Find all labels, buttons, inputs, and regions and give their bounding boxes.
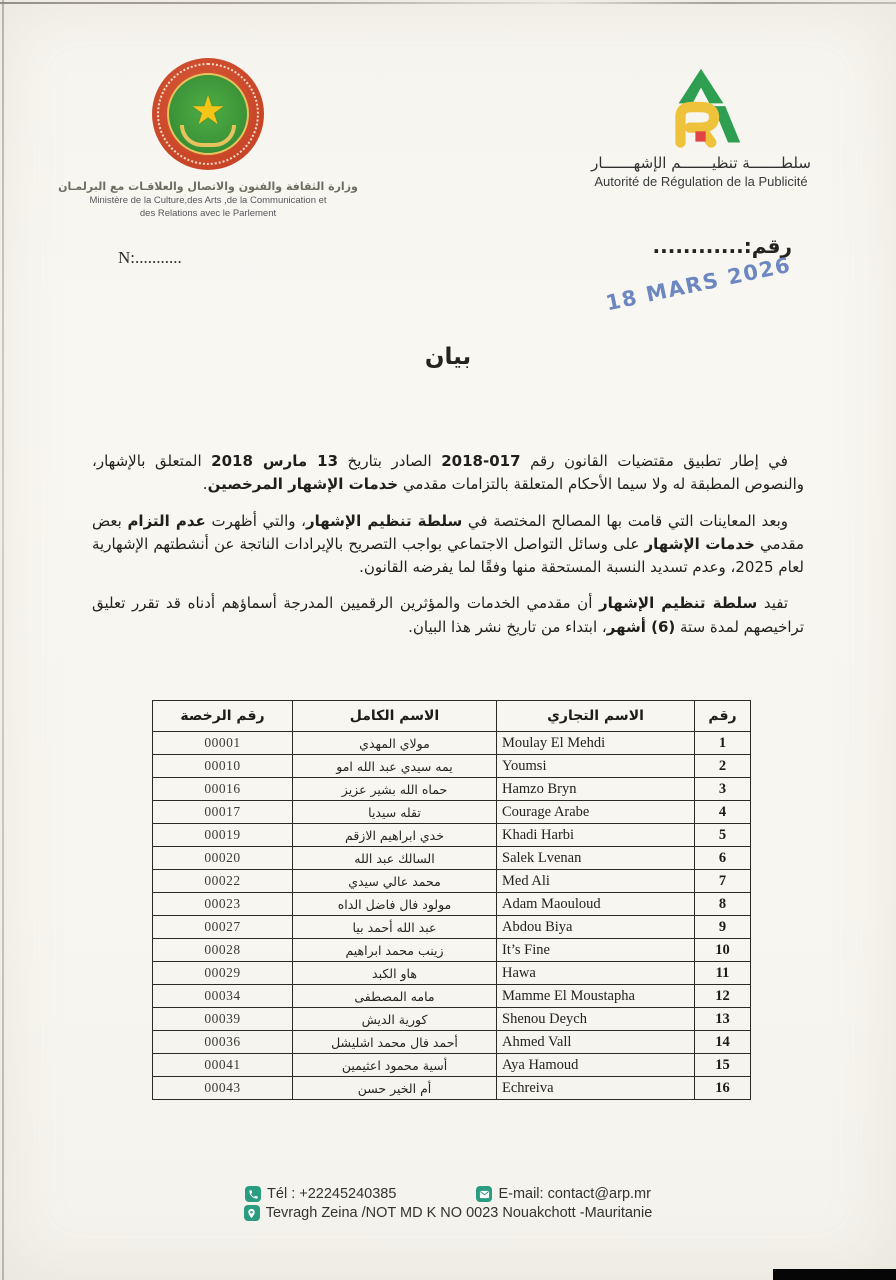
table-row <box>153 847 751 870</box>
trade-name-cell: Moulay El Mehdi <box>497 732 695 755</box>
ministry-name-french <box>58 195 358 221</box>
license-number-cell: 00039 <box>153 1008 293 1031</box>
full-name-cell: أحمد فال محمد اشليشل <box>293 1031 497 1054</box>
table-row <box>153 1054 751 1077</box>
license-number-cell: 00001 <box>153 732 293 755</box>
license-number-cell: 00028 <box>153 939 293 962</box>
crescent-icon <box>180 125 236 147</box>
header-row-number: رقم <box>695 701 751 732</box>
date-stamp: 18 MARS 2026 <box>603 252 794 316</box>
paragraph-findings: وبعد المعاينات التي قامت بها المصالح المختصة في سلطة تنظيم الإشهار، والتي أظهرت عدم التزام بعض مقدمي خدمات الإشهار على وسائل التواصل الاجتماعي بواجب التصريح بالإيرادات الناتجة عن أنشطتهم الإشهارية لعام 2025، وعدم تسديد النسبة المستحقة منها وفقًا لما يفرضه القانون. <box>92 511 804 576</box>
phone-icon <box>245 1186 261 1202</box>
footer-contact-row <box>245 1186 651 1202</box>
row-number-cell: 15 <box>695 1054 751 1077</box>
paragraph-decision: تفيد سلطة تنظيم الإشهار أن مقدمي الخدمات والمؤثرين الرقميين المدرجة أسماؤهم أدناه قد تقرر تعليق تراخيصهم لمدة ستة (6) أشهر، ابتداء من تاريخ نشر هذا البيان. <box>92 594 804 636</box>
trade-name-cell: Courage Arabe <box>497 801 695 824</box>
license-number-cell: 00020 <box>153 847 293 870</box>
license-number-cell: 00019 <box>153 824 293 847</box>
license-number-cell: 00027 <box>153 916 293 939</box>
license-number-cell: 00022 <box>153 870 293 893</box>
mauritania-state-seal-icon <box>152 58 264 170</box>
trade-name-cell: Youmsi <box>497 755 695 778</box>
row-number-cell: 8 <box>695 893 751 916</box>
suspension-table-body <box>153 732 751 1100</box>
table-row <box>153 916 751 939</box>
full-name-cell: مولاي المهدي <box>293 732 497 755</box>
full-name-cell: السالك عبد الله <box>293 847 497 870</box>
table-row <box>153 801 751 824</box>
full-name-cell: يمه سيدي عبد الله امو <box>293 755 497 778</box>
table-row <box>153 778 751 801</box>
scan-corner-black-bar <box>773 1269 896 1280</box>
license-number-cell: 00010 <box>153 755 293 778</box>
footer-address-row <box>244 1205 653 1221</box>
license-number-cell: 00034 <box>153 985 293 1008</box>
table-row <box>153 870 751 893</box>
header-full-name: الاسم الكامل <box>293 701 497 732</box>
trade-name-cell: Hawa <box>497 962 695 985</box>
row-number-cell: 10 <box>695 939 751 962</box>
trade-name-cell: Med Ali <box>497 870 695 893</box>
authority-name-arabic: سلطـــــــة تنظيـــــــم الإشهـــــــار <box>591 154 811 172</box>
table-row <box>153 732 751 755</box>
footer <box>0 1186 896 1221</box>
row-number-cell: 16 <box>695 1077 751 1100</box>
table-row <box>153 824 751 847</box>
row-number-cell: 2 <box>695 755 751 778</box>
table-row <box>153 893 751 916</box>
location-icon <box>244 1205 260 1221</box>
trade-name-cell: Abdou Biya <box>497 916 695 939</box>
full-name-cell: تقله سيديا <box>293 801 497 824</box>
suspension-table <box>152 700 751 1100</box>
authority-header <box>563 66 839 189</box>
row-number-cell: 5 <box>695 824 751 847</box>
scan-edge-top <box>0 2 896 4</box>
email-text: E-mail: contact@arp.mr <box>498 1186 651 1202</box>
table-row <box>153 755 751 778</box>
full-name-cell: خدي ابراهيم الازقم <box>293 824 497 847</box>
trade-name-cell: It’s Fine <box>497 939 695 962</box>
trade-name-cell: Shenou Deych <box>497 1008 695 1031</box>
full-name-cell: هاو الكبد <box>293 962 497 985</box>
ministry-name-arabic: وزارة الثقافة والفنون والاتصال والعلاقـات مع البرلمـان <box>58 180 358 193</box>
full-name-cell: مامه المصطفى <box>293 985 497 1008</box>
row-number-cell: 11 <box>695 962 751 985</box>
full-name-cell: أم الخير حسن <box>293 1077 497 1100</box>
table-row <box>153 939 751 962</box>
row-number-cell: 3 <box>695 778 751 801</box>
header-trade-name: الاسم التجاري <box>497 701 695 732</box>
phone-text: Tél : +22245240385 <box>267 1186 397 1202</box>
star-icon: ★ <box>190 88 226 134</box>
reference-number-ar: رقم:............ <box>652 234 792 258</box>
paragraph-law-reference: في إطار تطبيق مقتضيات القانون رقم 017-2018 الصادر بتاريخ 13 مارس 2018 المتعلق بالإشهار، والنصوص المطبقة له ولا سيما الأحكام المتعلقة بالتزامات مقدمي خدمات الإشهار المرخصين. <box>92 452 804 494</box>
row-number-cell: 6 <box>695 847 751 870</box>
email-contact <box>476 1186 651 1202</box>
license-number-cell: 00041 <box>153 1054 293 1077</box>
table-row <box>153 1008 751 1031</box>
table-header <box>153 701 751 732</box>
arp-logo-icon <box>653 66 749 150</box>
trade-name-cell: Adam Maouloud <box>497 893 695 916</box>
license-number-cell: 00023 <box>153 893 293 916</box>
row-number-cell: 9 <box>695 916 751 939</box>
document-title: بيان <box>424 344 472 370</box>
row-number-cell: 7 <box>695 870 751 893</box>
full-name-cell: عبد الله أحمد بيا <box>293 916 497 939</box>
full-name-cell: محمد عالي سيدي <box>293 870 497 893</box>
trade-name-cell: Hamzo Bryn <box>497 778 695 801</box>
ministry-header <box>58 58 358 221</box>
scan-edge-left <box>2 0 4 1280</box>
license-number-cell: 00017 <box>153 801 293 824</box>
address-contact <box>244 1205 653 1221</box>
authority-name-french: Autorité de Régulation de la Publicité <box>594 174 808 189</box>
row-number-cell: 4 <box>695 801 751 824</box>
trade-name-cell: Ahmed Vall <box>497 1031 695 1054</box>
header-license-number: رقم الرخصة <box>153 701 293 732</box>
row-number-cell: 12 <box>695 985 751 1008</box>
ministry-name-french-line1: Ministère de la Culture,des Arts ,de la Communication et <box>89 195 327 206</box>
full-name-cell: زينب محمد ابراهيم <box>293 939 497 962</box>
full-name-cell: أسية محمود اعثيمين <box>293 1054 497 1077</box>
license-number-cell: 00016 <box>153 778 293 801</box>
seal-inner-circle <box>167 73 249 155</box>
table-row <box>153 1077 751 1100</box>
trade-name-cell: Khadi Harbi <box>497 824 695 847</box>
ministry-name-french-line2: des Relations avec le Parlement <box>139 207 277 219</box>
row-number-cell: 1 <box>695 732 751 755</box>
trade-name-cell: Aya Hamoud <box>497 1054 695 1077</box>
full-name-cell: مولود فال فاضل الداه <box>293 893 497 916</box>
table-row <box>153 1031 751 1054</box>
row-number-cell: 13 <box>695 1008 751 1031</box>
trade-name-cell: Salek Lvenan <box>497 847 695 870</box>
document-body <box>92 450 804 652</box>
phone-contact <box>245 1186 396 1202</box>
full-name-cell: كورية الديش <box>293 1008 497 1031</box>
license-number-cell: 00029 <box>153 962 293 985</box>
row-number-cell: 14 <box>695 1031 751 1054</box>
trade-name-cell: Mamme El Moustapha <box>497 985 695 1008</box>
reference-number-fr: N:........... <box>118 248 182 267</box>
email-icon <box>476 1186 492 1202</box>
license-number-cell: 00036 <box>153 1031 293 1054</box>
full-name-cell: حماه الله بشير عزيز <box>293 778 497 801</box>
trade-name-cell: Echreiva <box>497 1077 695 1100</box>
address-text: Tevragh Zeina /NOT MD K NO 0023 Nouakchott -Mauritanie <box>265 1205 653 1221</box>
table-row <box>153 985 751 1008</box>
table-row <box>153 962 751 985</box>
license-number-cell: 00043 <box>153 1077 293 1100</box>
